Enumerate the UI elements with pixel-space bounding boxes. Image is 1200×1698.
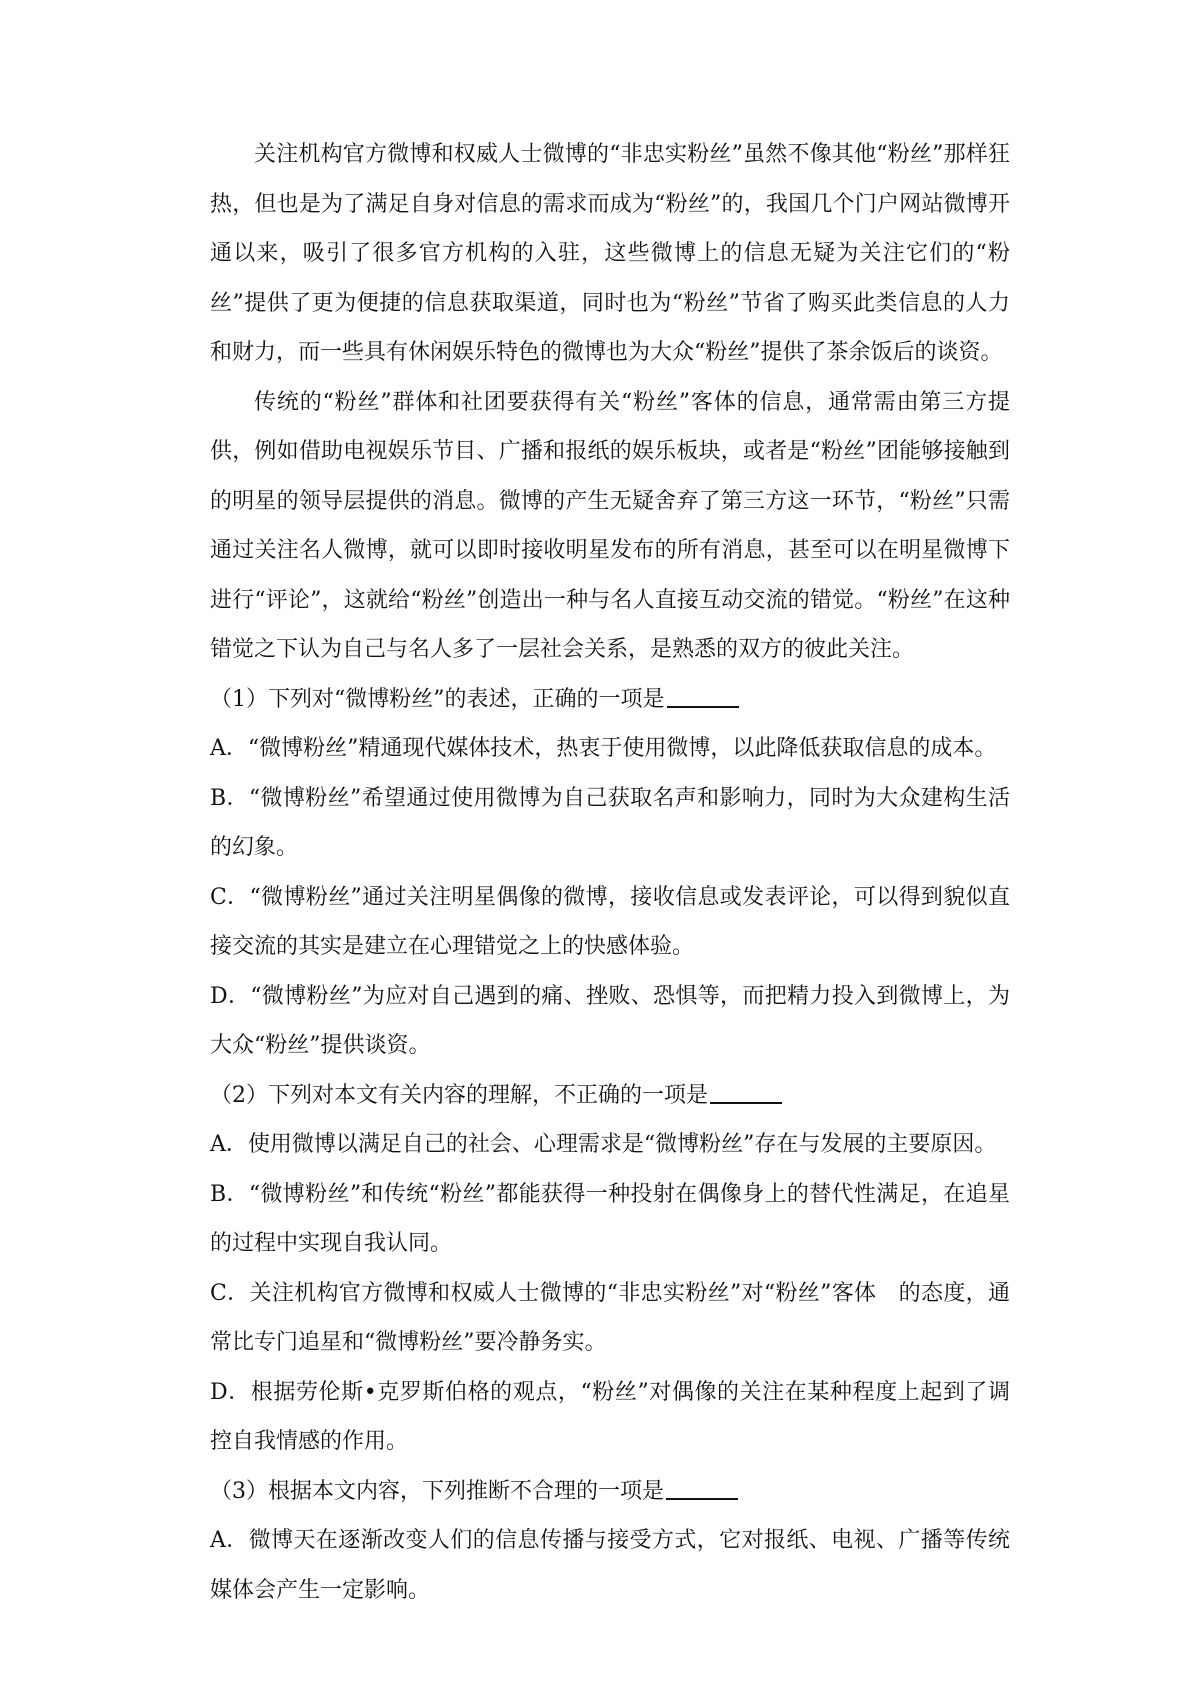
document-page xyxy=(210,130,1010,1615)
question-2-option-c: C．关注机构官方微博和权威人士微博的“非忠实粉丝”对“粉丝”客体 的态度，通常比专门追星和“微博粉丝”要冷静务实。 xyxy=(210,1280,1010,1355)
question-1-option-a: A．“微博粉丝”精通现代媒体技术，热衷于使用微博，以此降低获取信息的成本。 xyxy=(210,736,997,761)
question-1-option-c: C．“微博粉丝”通过关注明星偶像的微博，接收信息或发表评论，可以得到貌似直接交流的其实是建立在心理错觉之上的快感体验。 xyxy=(210,884,1010,959)
question-2-stem xyxy=(210,1071,1010,1121)
question-1-stem xyxy=(210,675,1010,725)
question-3-option-a: A．微博天在逐渐改变人们的信息传播与接受方式，它对报纸、电视、广播等传统媒体会产生一定影响。 xyxy=(210,1528,1010,1603)
question-2-option-a: A．使用微博以满足自己的社会、心理需求是“微博粉丝”存在与发展的主要原因。 xyxy=(210,1132,997,1157)
question-2-option-b: B．“微博粉丝”和传统“粉丝”都能获得一种投射在偶像身上的替代性满足，在追星的过程中实现自我认同。 xyxy=(210,1181,1010,1256)
question-2-text: （2）下列对本文有关内容的理解，不正确的一项是 xyxy=(210,1082,708,1108)
answer-blank-1 xyxy=(667,684,739,708)
question-2-option-d: D．根据劳伦斯•克罗斯伯格的观点，“粉丝”对偶像的关注在某种程度上起到了调控自我情感的作用。 xyxy=(210,1379,1010,1454)
passage-paragraph-1: 关注机构官方微博和权威人士微博的“非忠实粉丝”虽然不像其他“粉丝”那样狂热，但也是为了满足自身对信息的需求而成为“粉丝”的，我国几个门户网站微博开通以来，吸引了很多官方机构的入驻，这些微博上的信息无疑为关注它们的“粉丝”提供了更为便捷的信息获取渠道，同时也为“粉丝”节省了购买此类信息的人力和财力，而一些具有休闲娱乐特色的微博也为大众“粉丝”提供了茶余饭后的谈资。 xyxy=(210,142,1010,365)
question-1-text: （1）下列对“微博粉丝”的表述，正确的一项是 xyxy=(210,686,665,712)
question-3-text: （3）根据本文内容，下列推断不合理的一项是 xyxy=(210,1478,664,1504)
answer-blank-2 xyxy=(710,1080,782,1104)
answer-blank-3 xyxy=(666,1476,738,1500)
question-1-option-d: D．“微博粉丝”为应对自己遇到的痛、挫败、恐惧等，而把精力投入到微博上，为大众“粉丝”提供谈资。 xyxy=(210,983,1010,1058)
question-3-stem xyxy=(210,1467,1010,1517)
question-1-option-b: B．“微博粉丝”希望通过使用微博为自己获取名声和影响力，同时为大众建构生活的幻象。 xyxy=(210,785,1010,860)
passage-paragraph-2: 传统的“粉丝”群体和社团要获得有关“粉丝”客体的信息，通常需由第三方提供，例如借助电视娱乐节目、广播和报纸的娱乐板块，或者是“粉丝”团能够接触到的明星的领导层提供的消息。微博的产生无疑舍弃了第三方这一环节，“粉丝”只需通过关注名人微博，就可以即时接收明星发布的所有消息，甚至可以在明星微博下进行“评论”，这就给“粉丝”创造出一种与名人直接互动交流的错觉。“粉丝”在这种错觉之下认为自己与名人多了一层社会关系，是熟悉的双方的彼此关注。 xyxy=(210,389,1010,662)
